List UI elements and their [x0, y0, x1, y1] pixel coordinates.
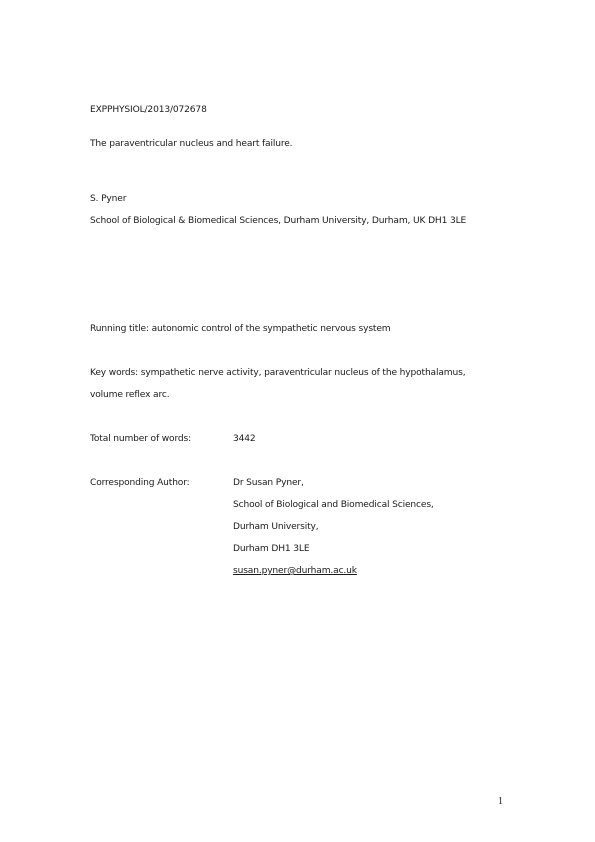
key-words-line-1: Key words: sympathetic nerve activity, paraventricular nucleus of the hypothalamus, [90, 368, 466, 378]
manuscript-id: EXPPHYSIOL/2013/072678 [90, 105, 207, 115]
corresponding-author-department: School of Biological and Biomedical Sciences, [233, 500, 434, 510]
key-words-line-2: volume reflex arc. [90, 390, 170, 400]
word-count-label: Total number of words: [90, 434, 192, 444]
corresponding-author-label: Corresponding Author: [90, 478, 190, 488]
corresponding-author-name: Dr Susan Pyner, [233, 478, 304, 488]
paper-title: The paraventricular nucleus and heart failure. [90, 139, 293, 149]
corresponding-author-email-link[interactable]: susan.pyner@durham.ac.uk [233, 566, 357, 576]
running-title: Running title: autonomic control of the sympathetic nervous system [90, 324, 391, 334]
word-count-value: 3442 [233, 434, 256, 444]
page-number: 1 [498, 796, 503, 807]
author-affiliation: School of Biological & Biomedical Sciences, Durham University, Durham, UK DH1 3LE [90, 216, 467, 226]
author-name: S. Pyner [90, 194, 127, 204]
corresponding-author-university: Durham University, [233, 522, 319, 532]
corresponding-author-address: Durham DH1 3LE [233, 544, 310, 554]
